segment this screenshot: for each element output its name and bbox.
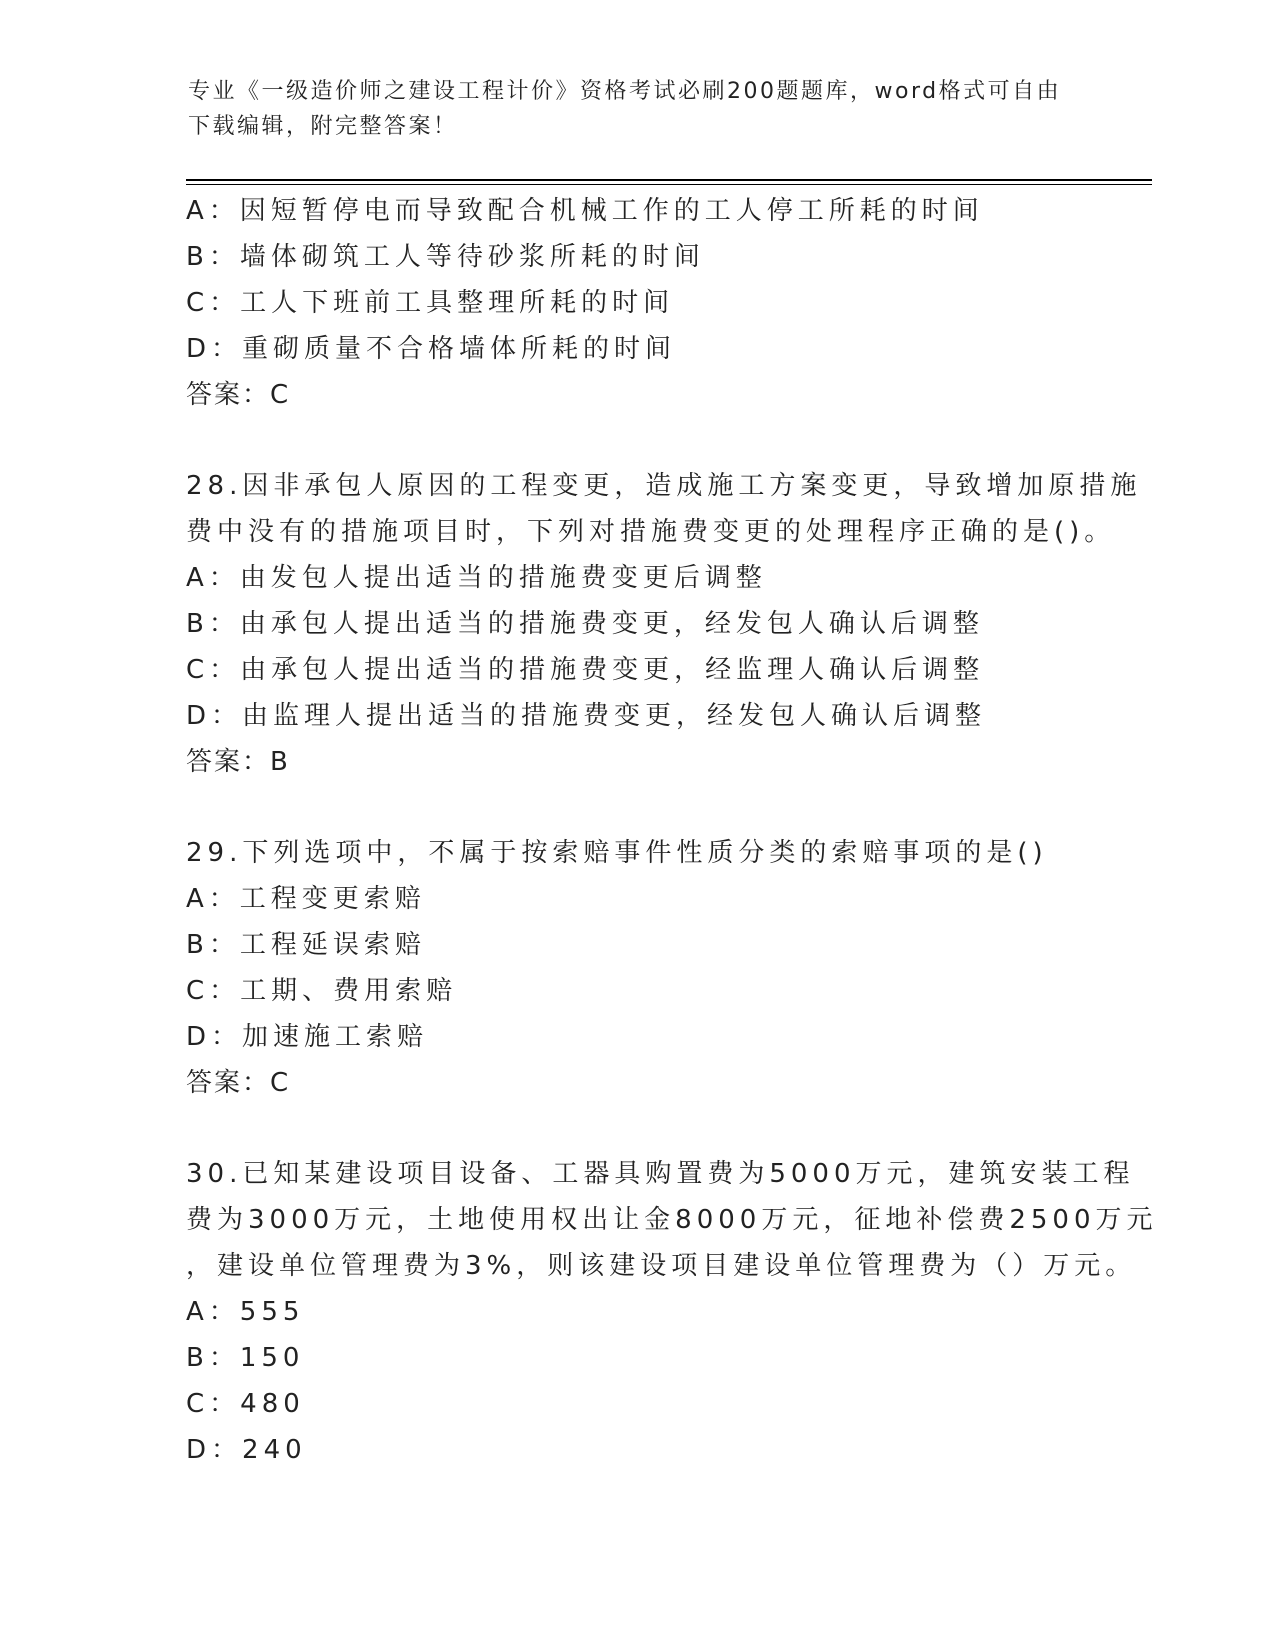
spacer [186,785,1126,830]
option-d: D：重砌质量不合格墙体所耗的时间 [186,334,677,364]
question-stem: ，建设单位管理费为3%，则该建设项目建设单位管理费为（）万元。 [186,1251,1137,1281]
answer: 答案：B [186,747,290,777]
option-c: C：480 [186,1389,305,1419]
option-a: A：因短暂停电而导致配合机械工作的工人停工所耗的时间 [186,196,984,226]
option-c: C：工期、费用索赔 [186,976,458,1006]
spacer [186,418,1126,463]
question-stem: 费中没有的措施项目时，下列对措施费变更的处理程序正确的是()。 [186,517,1116,547]
question-27 [186,188,1126,418]
option-d: D：加速施工索赔 [186,1022,429,1052]
option-a: A：由发包人提出适当的措施费变更后调整 [186,563,767,593]
question-stem: 29.下列选项中，不属于按索赔事件性质分类的索赔事项的是() [186,838,1048,868]
option-a: A：工程变更索赔 [186,884,426,914]
answer: 答案：C [186,380,291,410]
header-divider-thick [186,179,1152,181]
option-a: A：555 [186,1297,305,1327]
question-stem: 费为3000万元，土地使用权出让金8000万元，征地补偿费2500万元 [186,1205,1158,1235]
option-d: D：由监理人提出适当的措施费变更，经发包人确认后调整 [186,701,987,731]
document-header [188,74,1088,144]
header-line-2: 下载编辑，附完整答案！ [188,114,458,139]
header-line-1: 专业《一级造价师之建设工程计价》资格考试必刷200题题库，word格式可自由 [188,79,1062,104]
answer: 答案：C [186,1068,291,1098]
question-list [186,188,1158,1473]
option-b: B：150 [186,1343,305,1373]
header-divider-thin [186,184,1152,185]
option-b: B：墙体砌筑工人等待砂浆所耗的时间 [186,242,705,272]
option-b: B：工程延误索赔 [186,930,426,960]
question-stem: 28.因非承包人原因的工程变更，造成施工方案变更，导致增加原措施 [186,471,1142,501]
option-c: C：工人下班前工具整理所耗的时间 [186,288,675,318]
option-d: D：240 [186,1435,307,1465]
question-28 [186,463,1142,785]
spacer [186,1106,1126,1151]
option-c: C：由承包人提出适当的措施费变更，经监理人确认后调整 [186,655,985,685]
question-stem: 30.已知某建设项目设备、工器具购置费为5000万元，建筑安装工程 [186,1159,1135,1189]
question-30 [186,1151,1158,1473]
question-29 [186,830,1126,1106]
option-b: B：由承包人提出适当的措施费变更，经发包人确认后调整 [186,609,984,639]
